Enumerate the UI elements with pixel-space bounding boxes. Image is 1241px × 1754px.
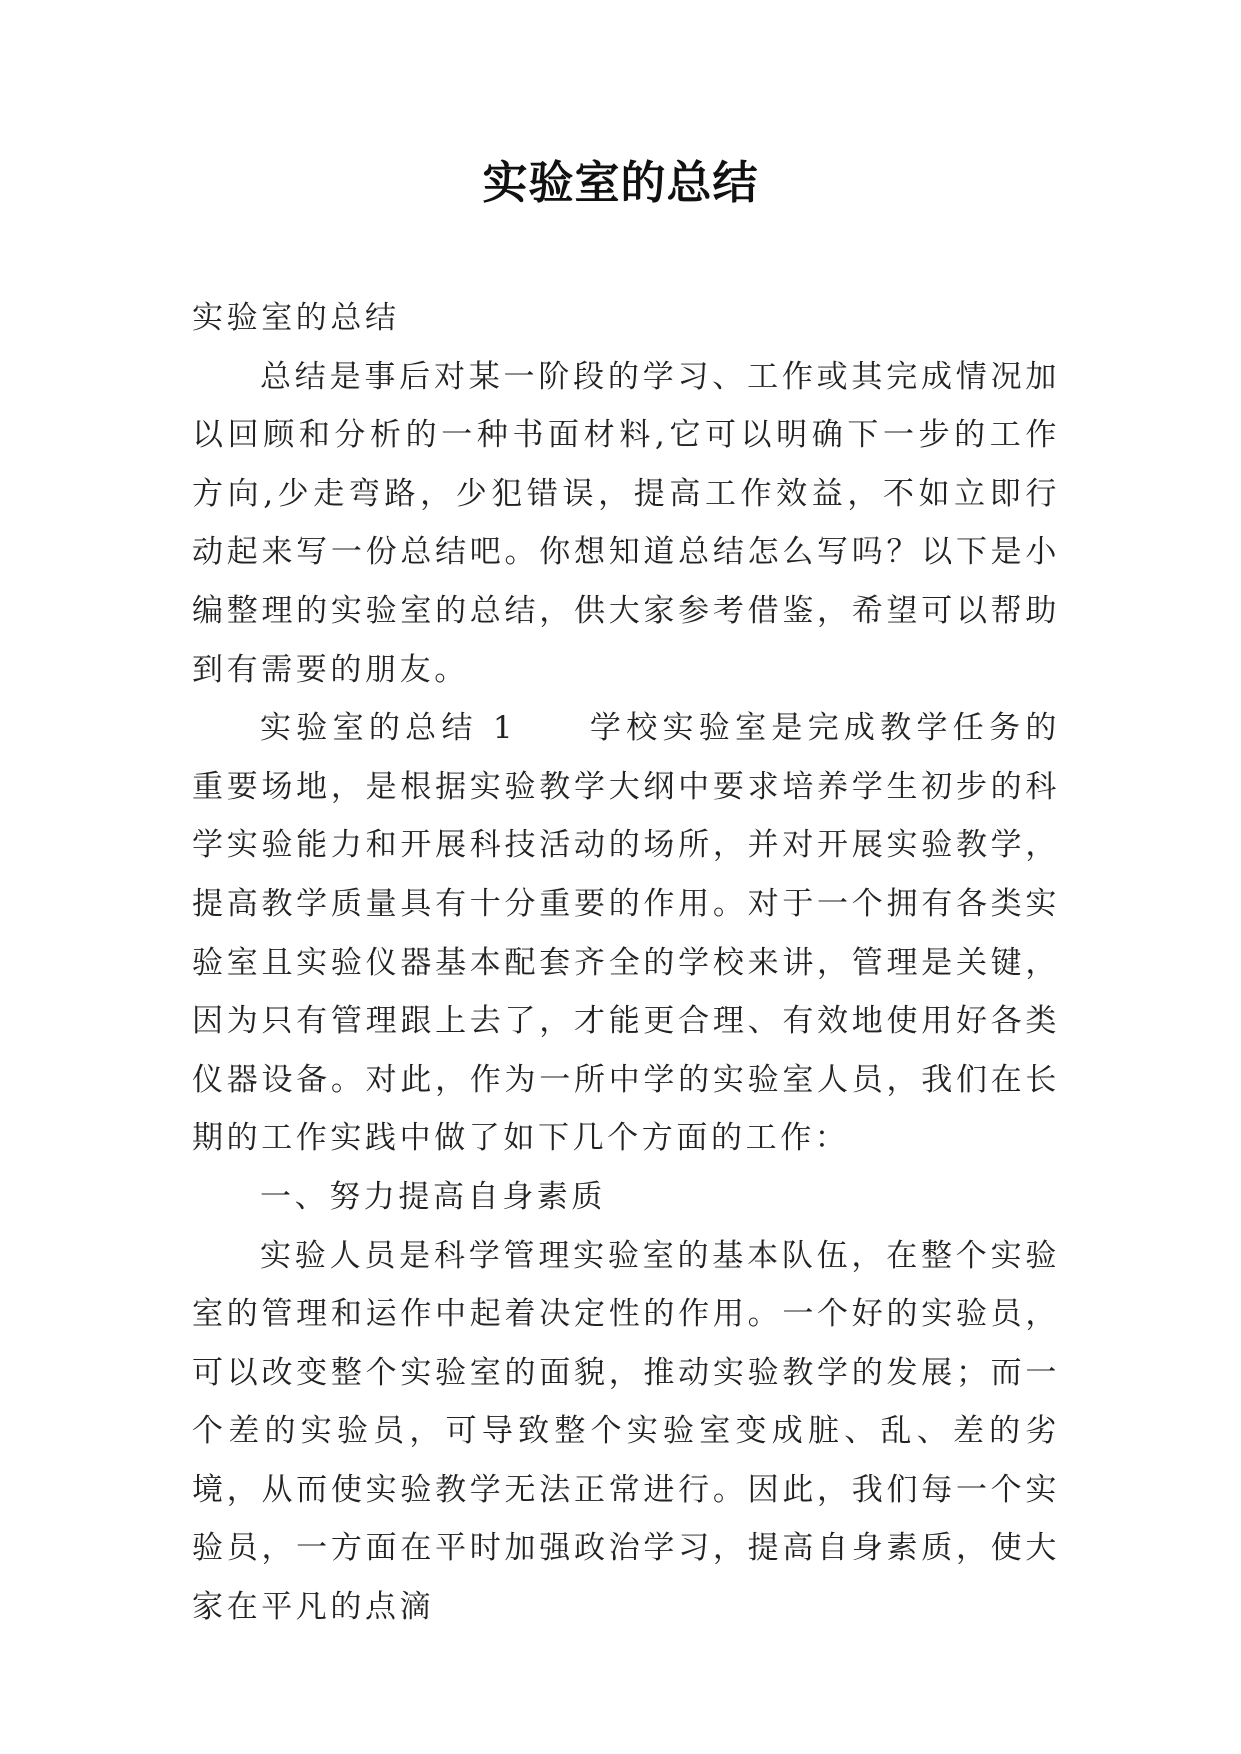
section-1-text: 学校实验室是完成教学任务的重要场地，是根据实验教学大纲中要求培养学生初步的科学实验能力和开展科技活动的场所，并对开展实验教学，提高教学质量具有十分重要的作用。对于一个拥有各类实验室且实验仪器基本配套齐全的学校来讲，管理是关键，因为只有管理跟上去了，才能更合理、有效地使用好各类仪器设备。对此，作为一所中学的实验室人员，我们在长期的工作实践中做了如下几个方面的工作：: [192, 710, 1060, 1157]
section-heading: 实验室的总结 1: [260, 710, 517, 747]
paragraph-intro: 总结是事后对某一阶段的学习、工作或其完成情况加以回顾和分析的一种书面材料,它可以明确下一步的工作方向,少走弯路，少犯错误，提高工作效益，不如立即行动起来写一份总结吧。你想知道总结怎么写吗？以下是小编整理的实验室的总结，供大家参考借鉴，希望可以帮助到有需要的朋友。: [192, 358, 1060, 688]
paragraph-section-1: [192, 699, 1060, 1168]
paragraph-subtitle: 实验室的总结: [192, 300, 400, 336]
document-body: [192, 289, 1060, 1637]
paragraph-heading-one: 一、努力提高自身素质: [260, 1178, 606, 1215]
document-title: 实验室的总结: [482, 156, 759, 209]
paragraph-staff-quality: 实验人员是科学管理实验室的基本队伍，在整个实验室的管理和运作中起着决定性的作用。一个好的实验员，可以改变整个实验室的面貌，推动实验教学的发展；而一个差的实验员，可导致整个实验室变成脏、乱、差的劣境，从而使实验教学无法正常进行。因此，我们每一个实验员，一方面在平时加强政治学习，提高自身素质，使大家在平凡的点滴: [192, 1237, 1060, 1626]
